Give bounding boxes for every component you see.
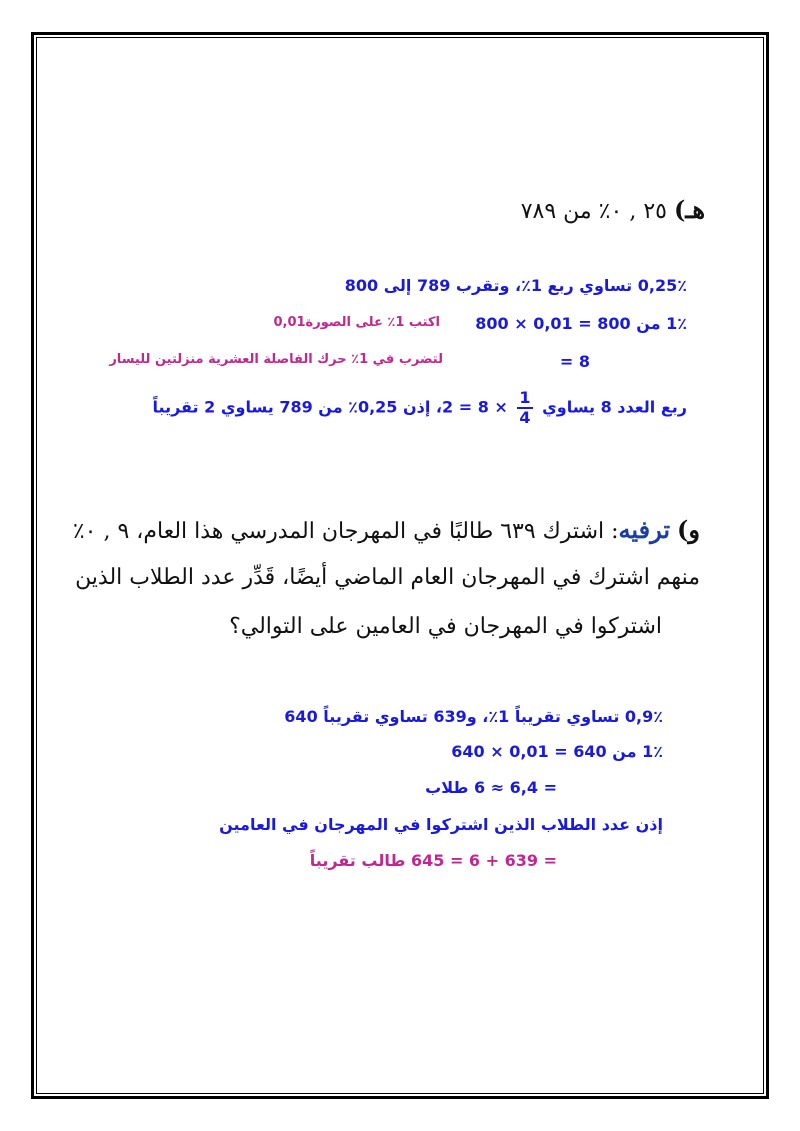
fraction-numerator: 1 bbox=[519, 388, 531, 407]
solution-h-line3-note: لتضرب في 1٪ حرك الفاصلة العشرية منزلتين لليسار bbox=[109, 352, 443, 367]
solution-h-line4 bbox=[153, 390, 687, 426]
solution-w-line4: إذن عدد الطلاب الذين اشتركوا في المهرجان في العامين bbox=[219, 815, 663, 834]
solution-w-line3: = 6,4 ≈ 6 طلاب bbox=[425, 778, 557, 797]
problem-w-label: و) bbox=[677, 515, 700, 544]
solution-w-line2: 1٪ من 640 = 0,01 × 640 bbox=[451, 742, 663, 761]
fraction-denominator: 4 bbox=[519, 408, 531, 427]
solution-h-line3-equation: = 8 bbox=[559, 352, 590, 371]
solution-w-line5: = 639 + 6 = 645 طالب تقريباً bbox=[309, 851, 557, 870]
problem-h-heading bbox=[521, 195, 705, 224]
problem-w-text-line1: : اشترك ٦٣٩ طالبًا في المهرجان المدرسي هذا العام، ٩ , ٠٪ bbox=[72, 519, 619, 544]
solution-h-line4-end: × 8 = 2، إذن 0,25٪ من 789 يساوي 2 تقريباً bbox=[152, 397, 508, 417]
problem-w-text-line2: منهم اشترك في المهرجان العام الماضي أيضًا، قَدِّر عدد الطلاب الذين bbox=[75, 565, 700, 590]
solution-w-line1: 0,9٪ تساوي تقريباً 1٪، و639 تساوي تقريباً 640 bbox=[284, 707, 663, 726]
problem-h-label: هـ) bbox=[673, 195, 705, 224]
solution-h-line2-note: اكتب 1٪ على الصورة0,01 bbox=[273, 315, 440, 330]
fraction-one-quarter bbox=[517, 390, 532, 426]
solution-h-line1: 0,25٪ تساوي ربع 1٪، وتقرب 789 إلى 800 bbox=[344, 276, 687, 295]
solution-h-line4-start: ربع العدد 8 يساوي bbox=[542, 397, 687, 417]
problem-w-line1 bbox=[73, 515, 700, 544]
problem-w-text-line3: اشتركوا في المهرجان في العامين على التوالي؟ bbox=[229, 614, 662, 639]
problem-h-text: ٢٥ , ٠٪ من ٧٨٩ bbox=[520, 199, 667, 224]
solution-h-line2-equation: 1٪ من 800 = 0,01 × 800 bbox=[475, 314, 687, 333]
problem-w-title: ترفيه bbox=[618, 515, 671, 544]
